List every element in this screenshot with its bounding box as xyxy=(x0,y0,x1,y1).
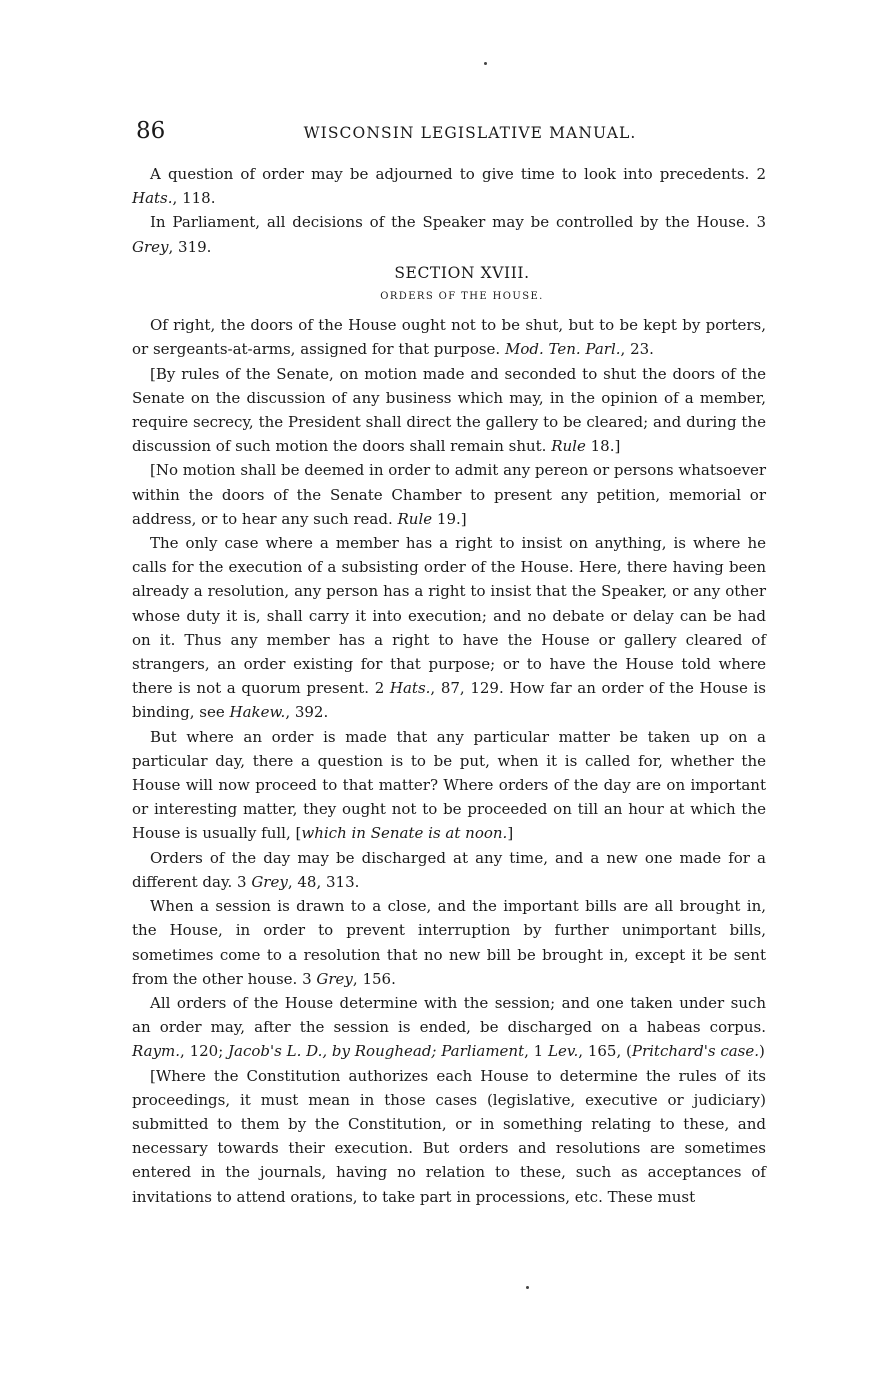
text-run: ) xyxy=(759,1042,765,1061)
text-run: When a session is drawn to a close, and the important bills are all brought in, the House, in order to prevent interruption by further unimportant bills, sometimes come to a resolution that no new bill be brought in, except it be sent from the other house. 3 xyxy=(132,897,766,988)
text-run: , 319. xyxy=(168,237,212,256)
text-run: , 48, 313. xyxy=(287,872,360,891)
paragraph-constitution xyxy=(132,1064,766,1209)
text-run: [Where the Constitution authorizes each House to determine the rules of its proceedings, it must mean in those cases (legislative, executive or judiciary) submitted to them by the Constitution, or in something relating to these, and necessary towards their execution. But orders and resolutions are sometimes entered in the journals, having no relation to these, such as acceptances of invitations to attend orations, to take part in processions, etc. These must xyxy=(132,1066,766,1206)
paragraph-senate-rule-18 xyxy=(132,362,766,459)
paragraph-session-close xyxy=(132,894,766,991)
text-run: , 120; xyxy=(180,1042,229,1061)
page-number: 86 xyxy=(136,118,166,144)
running-title: WISCONSIN LEGISLATIVE MANUAL. xyxy=(303,124,637,142)
text-run: , 165, ( xyxy=(578,1042,632,1061)
paragraph-doors xyxy=(132,313,766,361)
text-run: 18.] xyxy=(585,437,621,456)
text-run: , 87, 129. How far an order of the House is binding, see xyxy=(132,679,766,722)
text-run: Orders of the day may be discharged at any time, and a new one made for a different day. 3 xyxy=(132,848,766,891)
citation-italic: Grey xyxy=(251,872,288,891)
citation-italic: Lev. xyxy=(547,1042,579,1061)
text-run: Of right, the doors of the House ought not to be shut, but to be kept by porters, or sergeants-at-arms, assigned for that purpose. xyxy=(132,316,766,359)
text-run: [No motion shall be deemed in order to admit any pereon or persons whatsoever within the doors of the Senate Chamber to present any petition, memorial or address, or to hear any such read. xyxy=(132,461,766,528)
text-run: , 392. xyxy=(285,703,329,722)
citation-italic: Mod. Ten. Parl. xyxy=(504,340,621,359)
text-run: All orders of the House determine with the session; and one taken under such an order may, after the session is ended, be discharged on a habeas corpus. xyxy=(132,993,766,1037)
text-run: 19.] xyxy=(432,509,467,528)
citation-italic: Grey xyxy=(132,237,169,256)
print-speck xyxy=(526,1286,529,1289)
paragraph-discharged xyxy=(132,846,766,894)
page-header xyxy=(136,118,768,148)
text-run: , 23. xyxy=(620,340,654,359)
citation-italic: Grey xyxy=(316,969,353,988)
section-subheading: ORDERS OF THE HOUSE. xyxy=(380,291,544,303)
citation-italic: Rule xyxy=(397,509,433,528)
print-speck xyxy=(484,62,487,65)
citation-italic: which in Senate is at noon. xyxy=(301,824,508,843)
citation-italic: Rule xyxy=(551,437,586,456)
text-run: ] xyxy=(507,824,514,843)
paragraph-precedents xyxy=(132,162,766,210)
text-run: In Parliament, all decisions of the Speaker may be controlled by the House. 3 xyxy=(150,213,766,232)
citation-italic: Hakew. xyxy=(229,703,286,722)
paragraph-insist xyxy=(132,531,766,725)
text-run: But where an order is made that any particular matter be taken up on a particular day, there a question is to be put, when it is called for, whether the House will now proceed to that matter? Where orders of the day are on important or interesting matter, they ought not to be proceeded on till an hour at which the House is usually full, [ xyxy=(132,727,766,843)
text-run: , 118. xyxy=(172,189,216,208)
paragraph-parliament xyxy=(132,210,766,258)
citation-italic: Jacob's L. D., by Roughead; Parliament xyxy=(228,1042,525,1061)
citation-italic: Hats. xyxy=(132,189,173,208)
text-run: A question of order may be adjourned to give time to look into precedents. 2 xyxy=(150,165,766,183)
paragraph-senate-rule-19 xyxy=(132,458,766,531)
section-heading: SECTION XVIII. xyxy=(394,263,530,282)
citation-italic: Raym. xyxy=(132,1042,181,1061)
paragraph-determine xyxy=(132,991,766,1064)
text-run: [By rules of the Senate, on motion made and seconded to shut the doors of the Senate on the discussion of any business which may, in the opinion of a member, require secrecy, the President shall direct the gallery to be cleared; and during the discussion of such motion the doors shall remain shut. xyxy=(132,364,766,456)
paragraph-particular-day xyxy=(132,725,766,846)
text-run: , 156. xyxy=(352,969,396,988)
text-run: , 1 xyxy=(524,1042,548,1061)
body-text xyxy=(132,162,766,1209)
citation-italic: Hats. xyxy=(389,679,431,698)
citation-italic: Pritchard's case. xyxy=(631,1042,760,1061)
text-run: The only case where a member has a right to insist on anything, is where he calls for the execution of a subsisting order of the House. Here, there having been already a resolution, any person has a right to insist that the Speaker, or any other whose duty it is, shall carry it into execution; and no debate or delay can be had on it. Thus any member has a right to have the House or gallery cleared of strangers, an order existing for that purpose; or to have the House told where there is not a quorum present. 2 xyxy=(132,534,766,698)
